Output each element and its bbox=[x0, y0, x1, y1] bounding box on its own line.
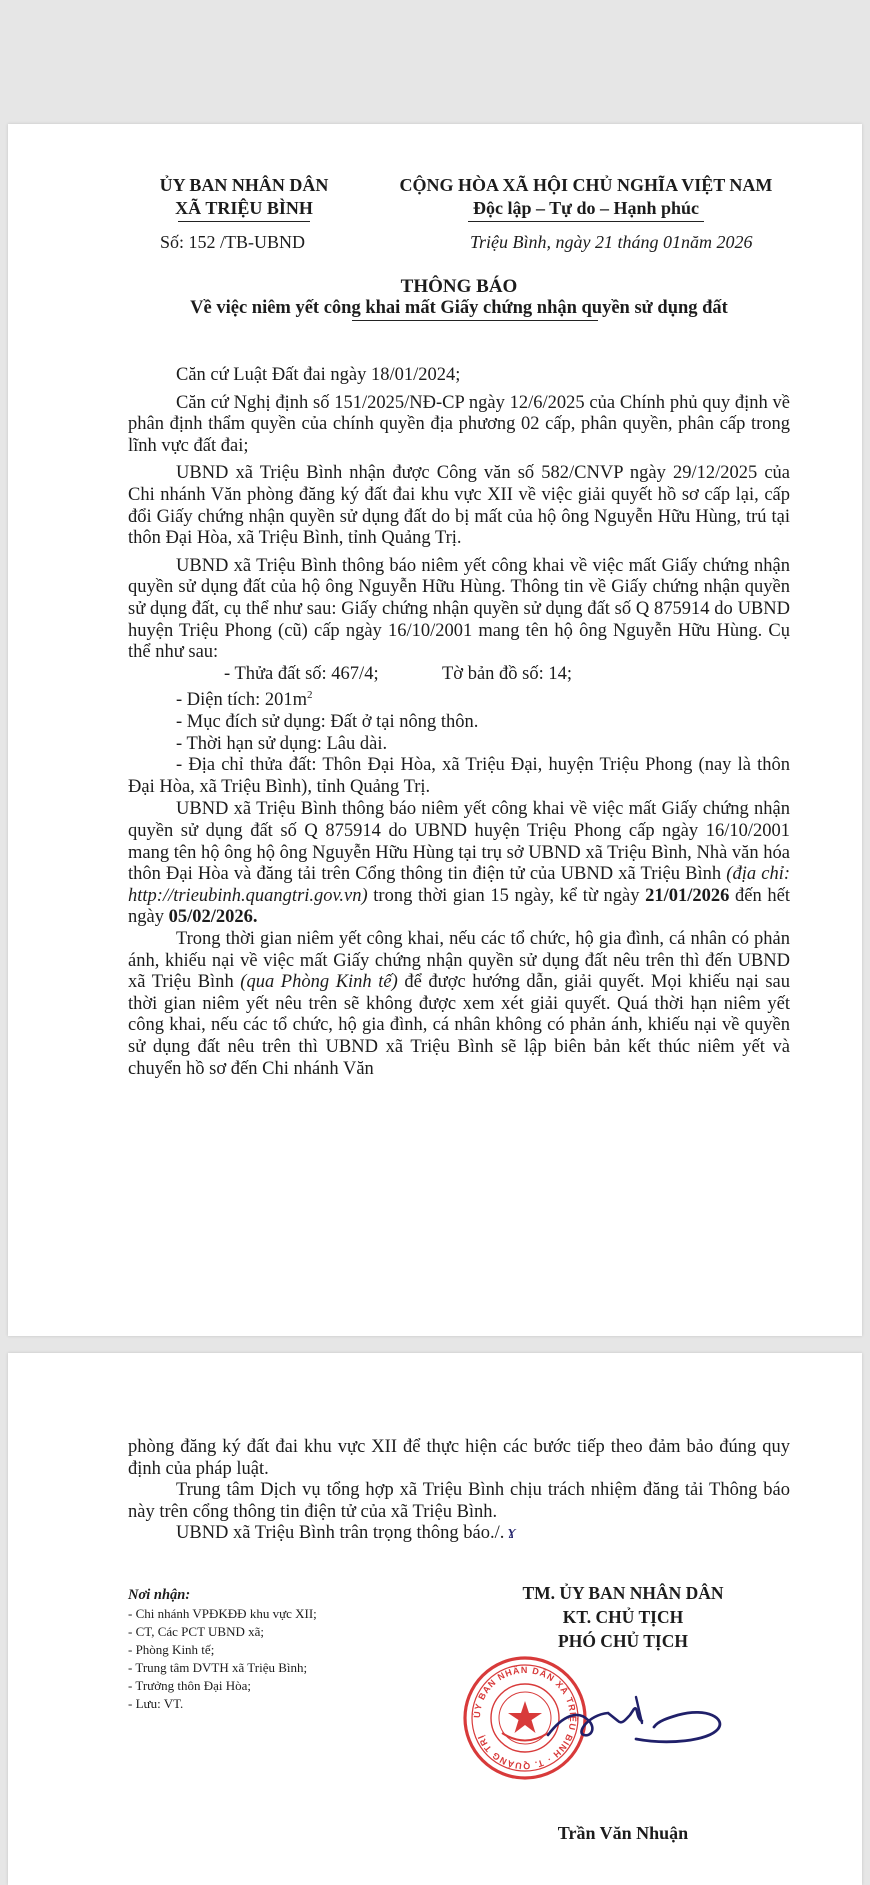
motto-underline bbox=[468, 221, 704, 222]
signature-line3: PHÓ CHỦ TỊCH bbox=[558, 1631, 688, 1651]
handwritten-signature-icon bbox=[518, 1675, 738, 1765]
notice-subtitle: Về việc niêm yết công khai mất Giấy chứng nhận quyền sử dụng đất bbox=[190, 298, 728, 318]
recipient-item: - Trung tâm DVTH xã Triệu Bình; bbox=[128, 1660, 308, 1675]
item-area-superscript: 2 bbox=[307, 689, 313, 702]
stamp-text: ỦY BAN NHÂN DÂN XÃ TRIỆU BÌNH · T. QUẢNG TRỊ bbox=[471, 1664, 579, 1772]
closing-text: UBND xã Triệu Bình trân trọng thông báo./. bbox=[176, 1523, 505, 1544]
place-date: Triệu Bình, ngày 21 tháng 01năm 2026 bbox=[470, 232, 753, 252]
document-page-1 bbox=[8, 124, 862, 1336]
item-area bbox=[128, 685, 790, 712]
document-page-2 bbox=[8, 1353, 862, 1885]
signature-block bbox=[478, 1581, 768, 1653]
paragraph-legal-basis-1: Căn cứ Luật Đất đai ngày 18/01/2024; bbox=[176, 365, 461, 385]
paragraph-legal-basis-2: Căn cứ Nghị định số 151/2025/NĐ-CP ngày 12/6/2025 của Chính phủ quy định về phân định thẩm quyền của chính quyền địa phương 02 cấp, phân quyền, phân cấp trong lĩnh vực đất đai; bbox=[128, 392, 790, 456]
item-map-sheet: Tờ bản đồ số: 14; bbox=[442, 663, 573, 684]
paragraph-complaints bbox=[128, 929, 790, 1080]
signature-line1: TM. ỦY BAN NHÂN DÂN bbox=[522, 1583, 724, 1603]
posting-duration-text: trong thời gian 15 ngày, kể từ ngày bbox=[367, 885, 646, 906]
notice-body bbox=[128, 337, 790, 1080]
portal-address: (địa chỉ: http://trieubinh.quangtri.gov.vn) bbox=[128, 864, 791, 906]
subtitle-underline bbox=[352, 320, 598, 321]
complaints-text: Trong thời gian niêm yết công khai, nếu các tổ chức, hộ gia đình, cá nhân có phản ánh, khiếu nại về việc mất Giấy chứng nhận quyền sử dụng đất nêu trên thì đến UBND xã Triệu Bình bbox=[128, 929, 790, 993]
issuing-authority bbox=[128, 174, 360, 222]
recipients-list bbox=[128, 1586, 317, 1713]
signature-line2: KT. CHỦ TỊCH bbox=[562, 1607, 684, 1627]
recipient-item: - CT, Các PCT UBND xã; bbox=[128, 1624, 265, 1639]
recipient-item: - Lưu: VT. bbox=[128, 1696, 184, 1711]
national-title bbox=[360, 174, 812, 222]
economic-office-note: (qua Phòng Kinh tế) bbox=[240, 972, 398, 993]
posting-start-date: 21/01/2026 bbox=[645, 885, 730, 906]
initial-mark-icon: ɤ bbox=[507, 1523, 516, 1544]
notice-body-continued bbox=[128, 1437, 790, 1545]
notice-title: THÔNG BÁO bbox=[400, 276, 518, 297]
item-parcel-map bbox=[128, 664, 790, 686]
signer-name: Trần Văn Nhuận bbox=[557, 1823, 689, 1843]
issuing-authority-line1: ỦY BAN NHÂN DÂN bbox=[159, 175, 329, 195]
paragraph-public-posting bbox=[128, 799, 790, 929]
national-motto: Độc lập – Tự do – Hạnh phúc bbox=[472, 198, 700, 218]
posting-end-date: 05/02/2026. bbox=[168, 907, 258, 928]
posting-until-text: đến hết ngày bbox=[128, 885, 790, 928]
issuing-authority-line2: XÃ TRIỆU BÌNH bbox=[175, 198, 313, 218]
paragraph-certificate-info: UBND xã Triệu Bình thông báo niêm yết công khai về việc mất Giấy chứng nhận quyền sử dụng đất của hộ ông Nguyễn Hữu Hùng. Thông tin về Giấy chứng nhận quyền sử dụng đất, cụ thể như sau: Giấy chứng nhận quyền sử dụng đất số Q 875914 do UBND huyện Triệu Phong (cũ) cấp ngày 16/10/2001 mang tên hộ ông Nguyễn Hữu Hùng. Cụ thể như sau: bbox=[128, 555, 790, 663]
authority-underline bbox=[178, 221, 310, 222]
paragraph-received-dispatch: UBND xã Triệu Bình nhận được Công văn số 582/CNVP ngày 29/12/2025 của Chi nhánh Văn phòng đăng ký đất đai khu vực XII về việc giải quyết hồ sơ cấp lại, cấp đổi Giấy chứng nhận quyền sử dụng đất do bị mất của hộ ông Nguyễn Hữu Hùng, trú tại thôn Đại Hòa, xã Triệu Bình, tỉnh Quảng Trị. bbox=[128, 463, 790, 549]
paragraph-service-center: Trung tâm Dịch vụ tổng hợp xã Triệu Bình chịu trách nhiệm đăng tải Thông báo này trên cổng thông tin điện tử của xã Triệu Bình. bbox=[128, 1480, 790, 1522]
item-parcel-number: - Thửa đất số: 467/4; bbox=[224, 663, 379, 684]
complaints-text-cont: để được hướng dẫn, giải quyết. Mọi khiếu nại sau thời gian niêm yết nêu trên sẽ không được xem xét giải quyết. Quá thời hạn niêm yết công khai, nếu các tổ chức, hộ gia đình, cá nhân không có phản ánh, khiếu nại về quyền sử dụng đất nêu trên thì UBND xã Triệu Bình sẽ lập biên bản kết thúc niêm yết và chuyển hồ sơ đến Chi nhánh Văn bbox=[128, 972, 790, 1079]
recipient-item: - Trưởng thôn Đại Hòa; bbox=[128, 1678, 251, 1693]
national-title-line1: CỘNG HÒA XÃ HỘI CHỦ NGHĨA VIỆT NAM bbox=[399, 175, 773, 195]
item-land-use-term: - Thời hạn sử dụng: Lâu dài. bbox=[176, 733, 388, 754]
paragraph-closing bbox=[128, 1523, 790, 1545]
document-number: Số: 152 /TB-UBND bbox=[160, 232, 306, 252]
posting-text: UBND xã Triệu Bình thông báo niêm yết công khai về việc mất Giấy chứng nhận quyền sử dụng đất số Q 875914 do UBND huyện Triệu Phong cấp ngày 16/10/2001 mang tên hộ ông hộ ông Nguyễn Hữu Hùng tại trụ sở UBND xã Triệu Bình, Nhà văn hóa thôn Đại Hòa và đăng tải trên Cổng thông tin điện tử của UBND xã Triệu Bình bbox=[128, 799, 790, 885]
recipient-item: - Chi nhánh VPĐKĐĐ khu vực XII; bbox=[128, 1606, 317, 1621]
item-area-text: - Diện tích: 201m bbox=[176, 690, 308, 711]
item-parcel-address: - Địa chỉ thửa đất: Thôn Đại Hòa, xã Triệu Đại, huyện Triệu Phong (nay là thôn Đại Hòa, xã Triệu Bình), tỉnh Quảng Trị. bbox=[128, 755, 790, 797]
item-land-use-purpose: - Mục đích sử dụng: Đất ở tại nông thôn. bbox=[176, 712, 479, 733]
paragraph-complaints-continued: phòng đăng ký đất đai khu vực XII để thực hiện các bước tiếp theo đảm bảo đúng quy định của pháp luật. bbox=[128, 1437, 790, 1479]
recipients-label: Nơi nhận: bbox=[128, 1587, 191, 1603]
recipient-item: - Phòng Kinh tế; bbox=[128, 1642, 215, 1657]
